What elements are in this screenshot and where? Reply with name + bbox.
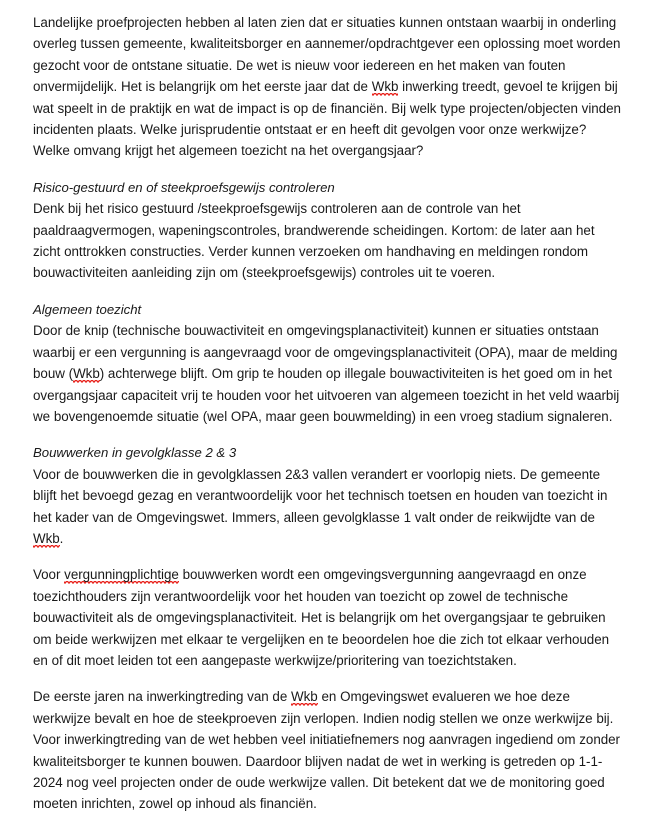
- algemeen-toezicht-text-2: ) achterwege blijft. Om grip te houden op illegale bouwactiviteiten is het goed om in het overgangsjaar capaciteit vrij te houden voor het uitvoeren van algemeen toezicht in het veld waarbij we bovengenoemde situatie (wel OPA, maar geen bouwmelding) in een vroeg stadium signaleren.: [33, 366, 620, 424]
- algemeen-toezicht-paragraph: [33, 320, 625, 427]
- spellcheck-word-wkb-2[interactable]: Wkb: [73, 366, 100, 382]
- evaluatie-text-1: De eerste jaren na inwerkingtreding van de: [33, 689, 292, 705]
- risico-gestuurd-paragraph: Denk bij het risico gestuurd /steekproefsgewijs controleren aan de controle van het paaldraagvermogen, wapeningscontroles, brandwerende scheidingen. Kortom: de later aan het zicht onttrokken constructies. Verder kunnen verzoeken om handhaving en meldingen rondom bouwactiviteiten aanleiding zijn om (steekproefsgewijs) controles uit te voeren.: [33, 201, 595, 281]
- heading-algemeen-toezicht: Algemeen toezicht: [33, 301, 142, 317]
- vergunningplichtige-text-1: Voor: [33, 567, 65, 583]
- heading-risico-gestuurd: Risico-gestuurd en of steekproefsgewijs controleren: [33, 179, 335, 195]
- spellcheck-word-wkb-4[interactable]: Wkb: [291, 689, 318, 705]
- gevolgklasse-text-2: .: [59, 530, 64, 546]
- intro-paragraph-text-1: Landelijke proefprojecten hebben al laten zien dat er situaties kunnen ontstaan waarbij in onderling overleg tussen gemeente, kwaliteitsborger en aannemer/opdrachtgever een oplossing moet worden gezocht voor de ontstane situatie. De wet is nieuw voor iedereen en het maken van fouten onvermijdelijk. Het is belangrijk om het eerste jaar dat de: [33, 15, 621, 95]
- gevolgklasse-text-1: Voor de bouwwerken die in gevolgklassen 2&3 vallen verandert er voorlopig niets. De gemeente blijft het bevoegd gezag en verantwoordelijk voor het technisch toetsen en houden van toezicht in het kader van de Omgevingswet. Immers, alleen gevolgklasse 1 valt onder de reikwijdte van de: [33, 466, 608, 525]
- gevolgklasse-paragraph: [33, 464, 625, 550]
- evaluatie-paragraph: [33, 686, 625, 814]
- spellcheck-word-wkb-3[interactable]: Wkb: [33, 530, 60, 546]
- spellcheck-word-wkb-1[interactable]: Wkb: [371, 79, 399, 95]
- vergunningplichtige-paragraph: [33, 564, 625, 671]
- evaluatie-text-2: en Omgevingswet evalueren we hoe deze werkwijze bevalt en hoe de steekproeven zijn verlopen. Indien nodig stellen we onze werkwijze bij. Voor inwerkingtreding van de wet hebben veel initiatiefnemers nog aanvragen ingediend om zonder kwaliteitsborger te kunnen bouwen. Daardoor blijven nadat de wet in werking is getreden op 1-1-2024 nog veel projecten onder de oude werkwijze vallen. Dit betekent dat we de monitoring goed moeten inrichten, zowel op inhoud als financiën.: [33, 689, 620, 812]
- algemeen-toezicht-text-1: Door de knip (technische bouwactiviteit en omgevingsplanactiviteit) kunnen er situaties ontstaan waarbij er een vergunning is aangevraagd voor de omgevingsplanactiviteit (OPA), maar de melding bouw (: [33, 323, 618, 382]
- heading-bouwwerken-gevolgklasse: Bouwwerken in gevolgklasse 2 & 3: [33, 445, 237, 461]
- spellcheck-word-vergunningplichtige[interactable]: vergunningplichtige: [64, 567, 179, 583]
- vergunningplichtige-text-2: bouwwerken wordt een omgevingsvergunning aangevraagd en onze toezichthouders zijn verantwoordelijk voor het houden van toezicht op zowel de technische bouwactiviteit als de omgevingsplanactiviteit. Het is belangrijk om het overgangsjaar te gebruiken om beide werkwijzen met elkaar te vergelijken en te beoordelen hoe die zich tot elkaar verhouden en of dit moet leiden tot een aangepaste werkwijze/prioritering van toezichtstaken.: [33, 567, 610, 668]
- intro-paragraph: [33, 12, 625, 162]
- intro-paragraph-text-2: inwerking treedt, gevoel te krijgen bij wat speelt in de praktijk en wat de impact is op de financiën. Bij welk type projecten/objecten vinden incidenten plaats. Welke jurisprudentie ontstaat er en heeft dit gevolgen voor onze werkwijze? Welke omvang krijgt het algemeen toezicht na het overgangsjaar?: [33, 79, 621, 159]
